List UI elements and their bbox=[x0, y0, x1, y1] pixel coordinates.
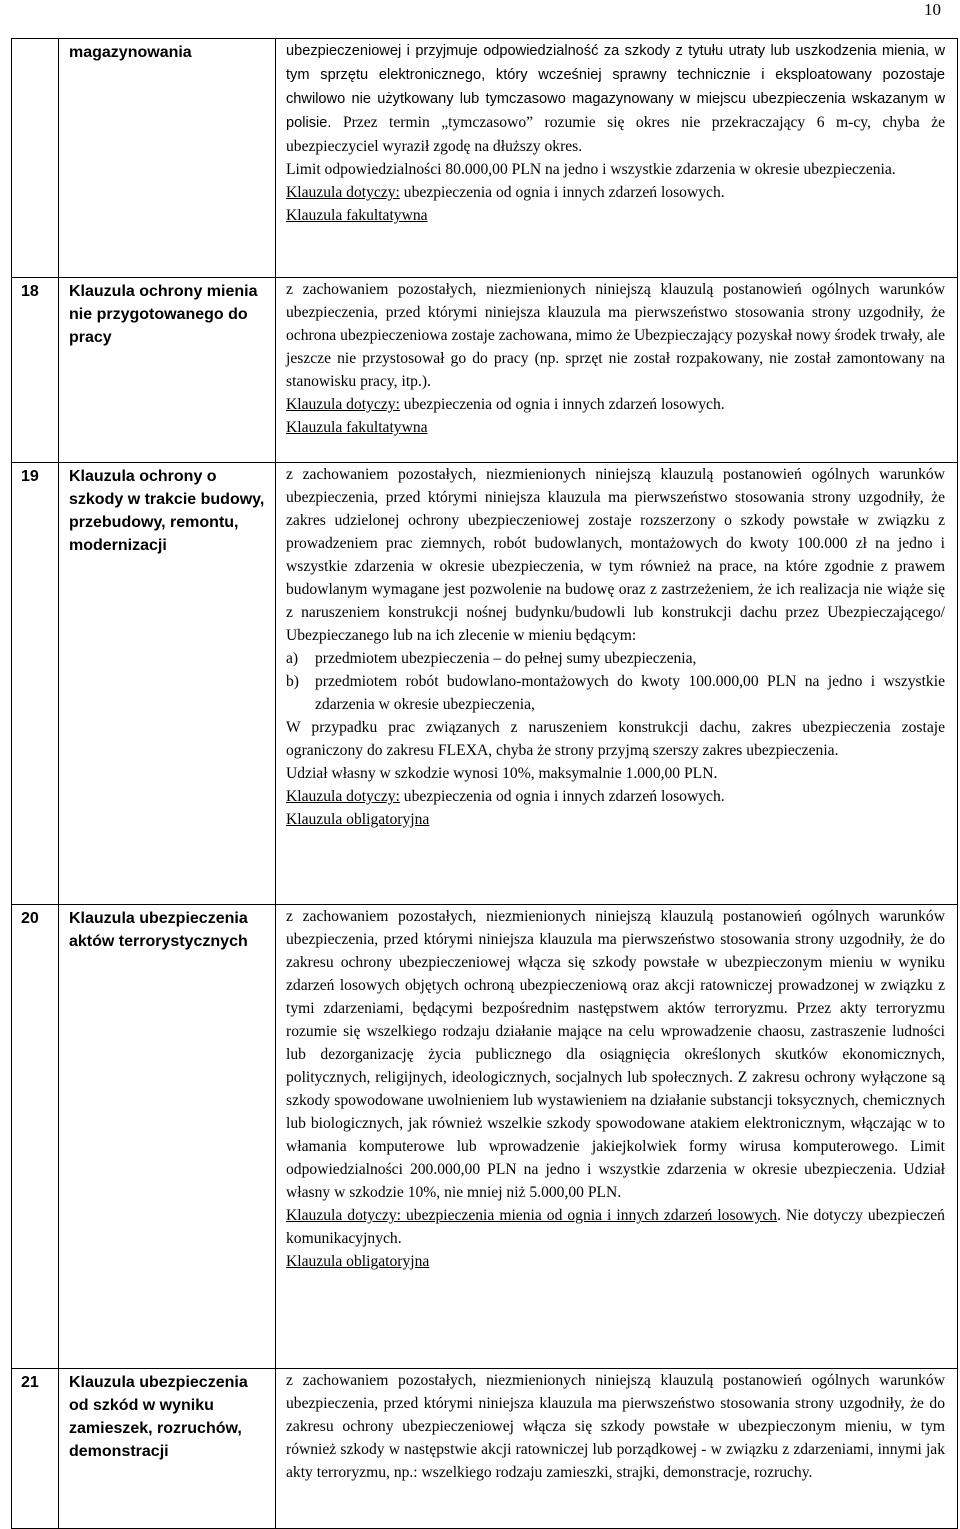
list-item-text: przedmiotem ubezpieczenia – do pełnej sumy ubezpieczenia, bbox=[315, 650, 697, 667]
clause-status: Klauzula obligatoryjna bbox=[286, 811, 430, 828]
clause-number: 19 bbox=[12, 463, 59, 905]
clause-number: 20 bbox=[12, 905, 59, 1369]
clause-applies bbox=[286, 181, 945, 204]
clause-body bbox=[276, 463, 958, 905]
clause-text: z zachowaniem pozostałych, niezmienionych niniejszą klauzulą postanowień ogólnych warunków ubezpieczenia, przed którymi niniejsza klauzula ma pierwszeństwo stosowania strony uzgodniły, że ochrona ubezpieczeniowa zostaje zachowana, mimo że Ubezpieczający pozyskał nowy środek trwały, ale jeszcze nie przystosował go do pracy (np. sprzęt nie został rozpakowany, nie został zamontowany na stanowisku pracy, itp.). bbox=[286, 281, 945, 390]
clause-body bbox=[276, 39, 958, 278]
table-row bbox=[12, 1369, 958, 1529]
clause-text: z zachowaniem pozostałych, niezmienionych niniejszą klauzulą postanowień ogólnych warunków ubezpieczenia, przed którymi niniejsza klauzula ma pierwszeństwo stosowania strony uzgodniły, że do zakresu ochrony ubezpieczeniowej włącza się szkody powstałe w ubezpieczonym mieniu, w tym również szkody w następstwie akcji ratowniczej lub porządkowej - w związku z zdarzeniami, innymi jak akty terroryzmu, np.: wszelkiego rodzaju zamieszki, strajki, demonstracje, rozruchy. bbox=[286, 1372, 945, 1481]
clause-title: Klauzula ochrony mienia nie przygotowanego do pracy bbox=[59, 278, 276, 463]
clause-text-part: ubezpieczeniowej i przyjmuje odpowiedzialność za szkody z tytułu utraty lub uszkodzenia mienia, w tym sprzętu elektronicznego, który wcześniej sprawny technicznie i eksploatowany pozostaje chwilowo nie użytkowany lub tymczasowo magazynowany w miejscu ubezpieczenia wskazanym w polisie. bbox=[286, 43, 945, 131]
clause-status: Klauzula fakultatywna bbox=[286, 419, 428, 436]
table-row bbox=[12, 278, 958, 463]
clause-text-part: Przez termin „tymczasowo” rozumie się okres nie przekraczający 6 m-cy, chyba że ubezpieczyciel wyraził zgodę na dłuższy okres. bbox=[286, 114, 945, 155]
applies-label: Klauzula dotyczy: bbox=[286, 184, 400, 201]
clause-body bbox=[276, 905, 958, 1369]
clauses-table bbox=[11, 38, 958, 1529]
clause-status: Klauzula fakultatywna bbox=[286, 207, 428, 224]
clause-body bbox=[276, 1369, 958, 1529]
clause-text: z zachowaniem pozostałych, niezmienionych niniejszą klauzulą postanowień ogólnych warunków ubezpieczenia, przed którymi niniejsza klauzula ma pierwszeństwo stosowania strony uzgodniły, że do zakresu ochrony ubezpieczeniowej włącza się szkody powstałe w ubezpieczonym mieniu w wyniku zdarzeń losowych objętych ochroną ubezpieczeniową oraz akcji ratowniczej prowadzonej w związku z tymi zdarzeniami, będącymi bezpośrednim następstwem aktów terroryzmu. Przez akty terroryzmu rozumie się wszelkiego rodzaju działanie mające na celu wprowadzenie chaosu, zastraszenie ludności lub dezorganizację życia publicznego dla osiągnięcia określonych skutków ekonomicznych, politycznych, religijnych, ideologicznych, socjalnych lub społecznych. Z zakresu ochrony wyłączone są szkody spowodowane uwolnieniem lub wystawieniem na działanie substancji toksycznych, chemicznych lub biologicznych, jak również wszelkie szkody spowodowane atakiem elektronicznym, włączając w to włamania komputerowe lub wprowadzenie jakiejkolwiek formy wirusa komputerowego. Limit odpowiedzialności 200.000,00 PLN na jedno i wszystkie zdarzenia w okresie ubezpieczenia. Udział własny w szkodzie 10%, nie mniej niż 5.000,00 PLN. bbox=[286, 908, 945, 1201]
clause-applies bbox=[286, 393, 945, 416]
list-item-text: przedmiotem robót budowlano-montażowych do kwoty 100.000,00 PLN na jedno i wszystkie zdarzenia w okresie ubezpieczenia, bbox=[315, 673, 945, 713]
clause-title: Klauzula ubezpieczenia aktów terrorystycznych bbox=[59, 905, 276, 1369]
clause-title bbox=[59, 39, 276, 278]
list-marker: a) bbox=[286, 650, 299, 667]
clause-status: Klauzula obligatoryjna bbox=[286, 1253, 430, 1270]
clause-applies bbox=[286, 1204, 945, 1250]
page-number: 10 bbox=[924, 0, 941, 19]
clause-text: z zachowaniem pozostałych, niezmienionych niniejszą klauzulą postanowień ogólnych warunków ubezpieczenia, przed którymi niniejsza klauzula ma pierwszeństwo stosowania strony uzgodniły, że zakres udzielonej ochrony ubezpieczeniowej zostaje rozszerzony o szkody powstałe w związku z prowadzeniem prac ziemnych, robót budowlanych, montażowych do kwoty 100.000 zł na jedno i wszystkie zdarzenia w okresie ubezpieczenia, w tym również na prace, na które zgodnie z prawem budowlanym wymagane jest pozwolenie na budowę oraz z zastrzeżeniem, że ich realizacja nie wiąże się z naruszeniem konstrukcji nośnej budynku/budowli lub konstrukcji dachu przez Ubezpieczającego/ Ubezpieczanego lub na ich zlecenie w mieniu będącym: bbox=[286, 466, 945, 644]
clause-title: Klauzula ochrony o szkody w trakcie budowy, przebudowy, remontu, modernizacji bbox=[59, 463, 276, 905]
applies-text: ubezpieczenia od ognia i innych zdarzeń losowych. bbox=[403, 788, 725, 805]
clause-number: 21 bbox=[12, 1369, 59, 1529]
clause-title: Klauzula ubezpieczenia od szkód w wyniku zamieszek, rozruchów, demonstracji bbox=[59, 1369, 276, 1529]
clause-text bbox=[286, 39, 945, 158]
applies-label: Klauzula dotyczy: ubezpieczenia mienia od ognia i innych zdarzeń losowych bbox=[286, 1207, 778, 1224]
applies-text: . Nie dotyczy ubezpieczeń komunikacyjnych. bbox=[286, 1207, 945, 1247]
list-marker: b) bbox=[286, 673, 299, 690]
applies-label: Klauzula dotyczy: bbox=[286, 396, 400, 413]
clause-deductible: Udział własny w szkodzie wynosi 10%, maksymalnie 1.000,00 PLN. bbox=[286, 765, 718, 782]
applies-label: Klauzula dotyczy: bbox=[286, 788, 400, 805]
applies-text: ubezpieczenia od ognia i innych zdarzeń losowych. bbox=[403, 184, 725, 201]
clause-applies bbox=[286, 785, 945, 808]
table-row bbox=[12, 905, 958, 1369]
clause-title-text: magazynowania bbox=[69, 44, 192, 61]
list-item bbox=[286, 647, 945, 670]
clause-number bbox=[12, 39, 59, 278]
list-item bbox=[286, 670, 945, 716]
table-row bbox=[12, 463, 958, 905]
clause-number: 18 bbox=[12, 278, 59, 463]
clause-limit: Limit odpowiedzialności 80.000,00 PLN na jedno i wszystkie zdarzenia w okresie ubezpieczenia. bbox=[286, 161, 896, 178]
clause-roof-text: W przypadku prac związanych z naruszeniem konstrukcji dachu, zakres ubezpieczenia zostaje ograniczony do zakresu FLEXA, chyba że strony przyjmą szerszy zakres ubezpieczenia. bbox=[286, 719, 945, 759]
clause-body bbox=[276, 278, 958, 463]
applies-text: ubezpieczenia od ognia i innych zdarzeń losowych. bbox=[403, 396, 725, 413]
table-row bbox=[12, 39, 958, 278]
